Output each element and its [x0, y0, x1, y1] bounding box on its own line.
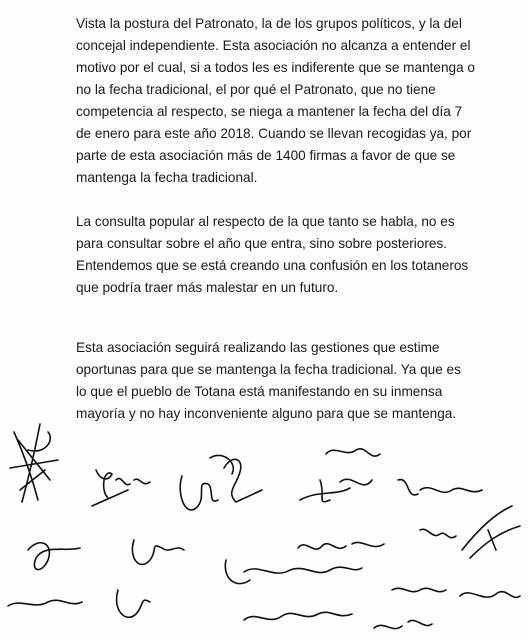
text-line: Entendemos que se está creando una confusión en los totaneros [76, 258, 469, 273]
signature-1 [10, 424, 58, 502]
signature-8 [298, 542, 384, 549]
signatures-area [0, 410, 528, 640]
signature-17 [460, 592, 520, 598]
paragraph-2 [76, 211, 516, 299]
signature-2 [92, 470, 150, 506]
signature-3 [180, 455, 262, 510]
text-line: oportunas para que se mantenga la fecha tradicional. Ya que es [76, 362, 461, 377]
text-line: motivo por el cual, si a todos les es indiferente que se mantenga o [76, 60, 475, 75]
signature-4 [300, 449, 380, 502]
text-line: parte de esta asociación más de 1400 firmas a favor de que se [76, 148, 456, 163]
text-line: Vista la postura del Patronato, la de los grupos políticos, y la del [76, 16, 462, 31]
text-line: competencia al respecto, se niega a mantener la fecha del día 7 [76, 104, 463, 119]
signature-14 [117, 590, 150, 617]
text-line: para consultar sobre el año que entra, sino sobre posteriores. [76, 236, 448, 251]
text-line: no la fecha tradicional, el por qué el Patronato, que no tiene [76, 82, 436, 97]
text-line: La consulta popular al respecto de la que tanto se habla, no es [76, 214, 455, 229]
signatures-drawing [0, 410, 528, 640]
text-line: que podría traer más malestar en un futuro. [76, 280, 339, 295]
signature-13 [8, 600, 82, 606]
signature-15 [244, 612, 352, 620]
signature-12 [392, 588, 446, 591]
text-line: concejal independiente. Esta asociación no alcanza a entender el [76, 38, 471, 53]
text-line: mayoría y no hay inconveniente alguno para que se mantenga. [76, 406, 457, 421]
signature-11 [225, 560, 362, 584]
paragraph-1 [76, 13, 516, 189]
text-line: mantenga la fecha tradicional. [76, 170, 258, 185]
signature-9 [28, 543, 80, 570]
text-line: lo que el pueblo de Totana está manifestando en su inmensa [76, 384, 443, 399]
signature-10 [132, 540, 184, 564]
signature-5 [398, 480, 482, 495]
signature-6 [462, 506, 520, 558]
text-line: Esta asociación seguirá realizando las gestiones que estime [76, 340, 440, 355]
signature-16 [374, 620, 432, 628]
signature-7 [420, 529, 456, 537]
text-line: de enero para este año 2018. Cuando se llevan recogidas ya, por [76, 126, 472, 141]
